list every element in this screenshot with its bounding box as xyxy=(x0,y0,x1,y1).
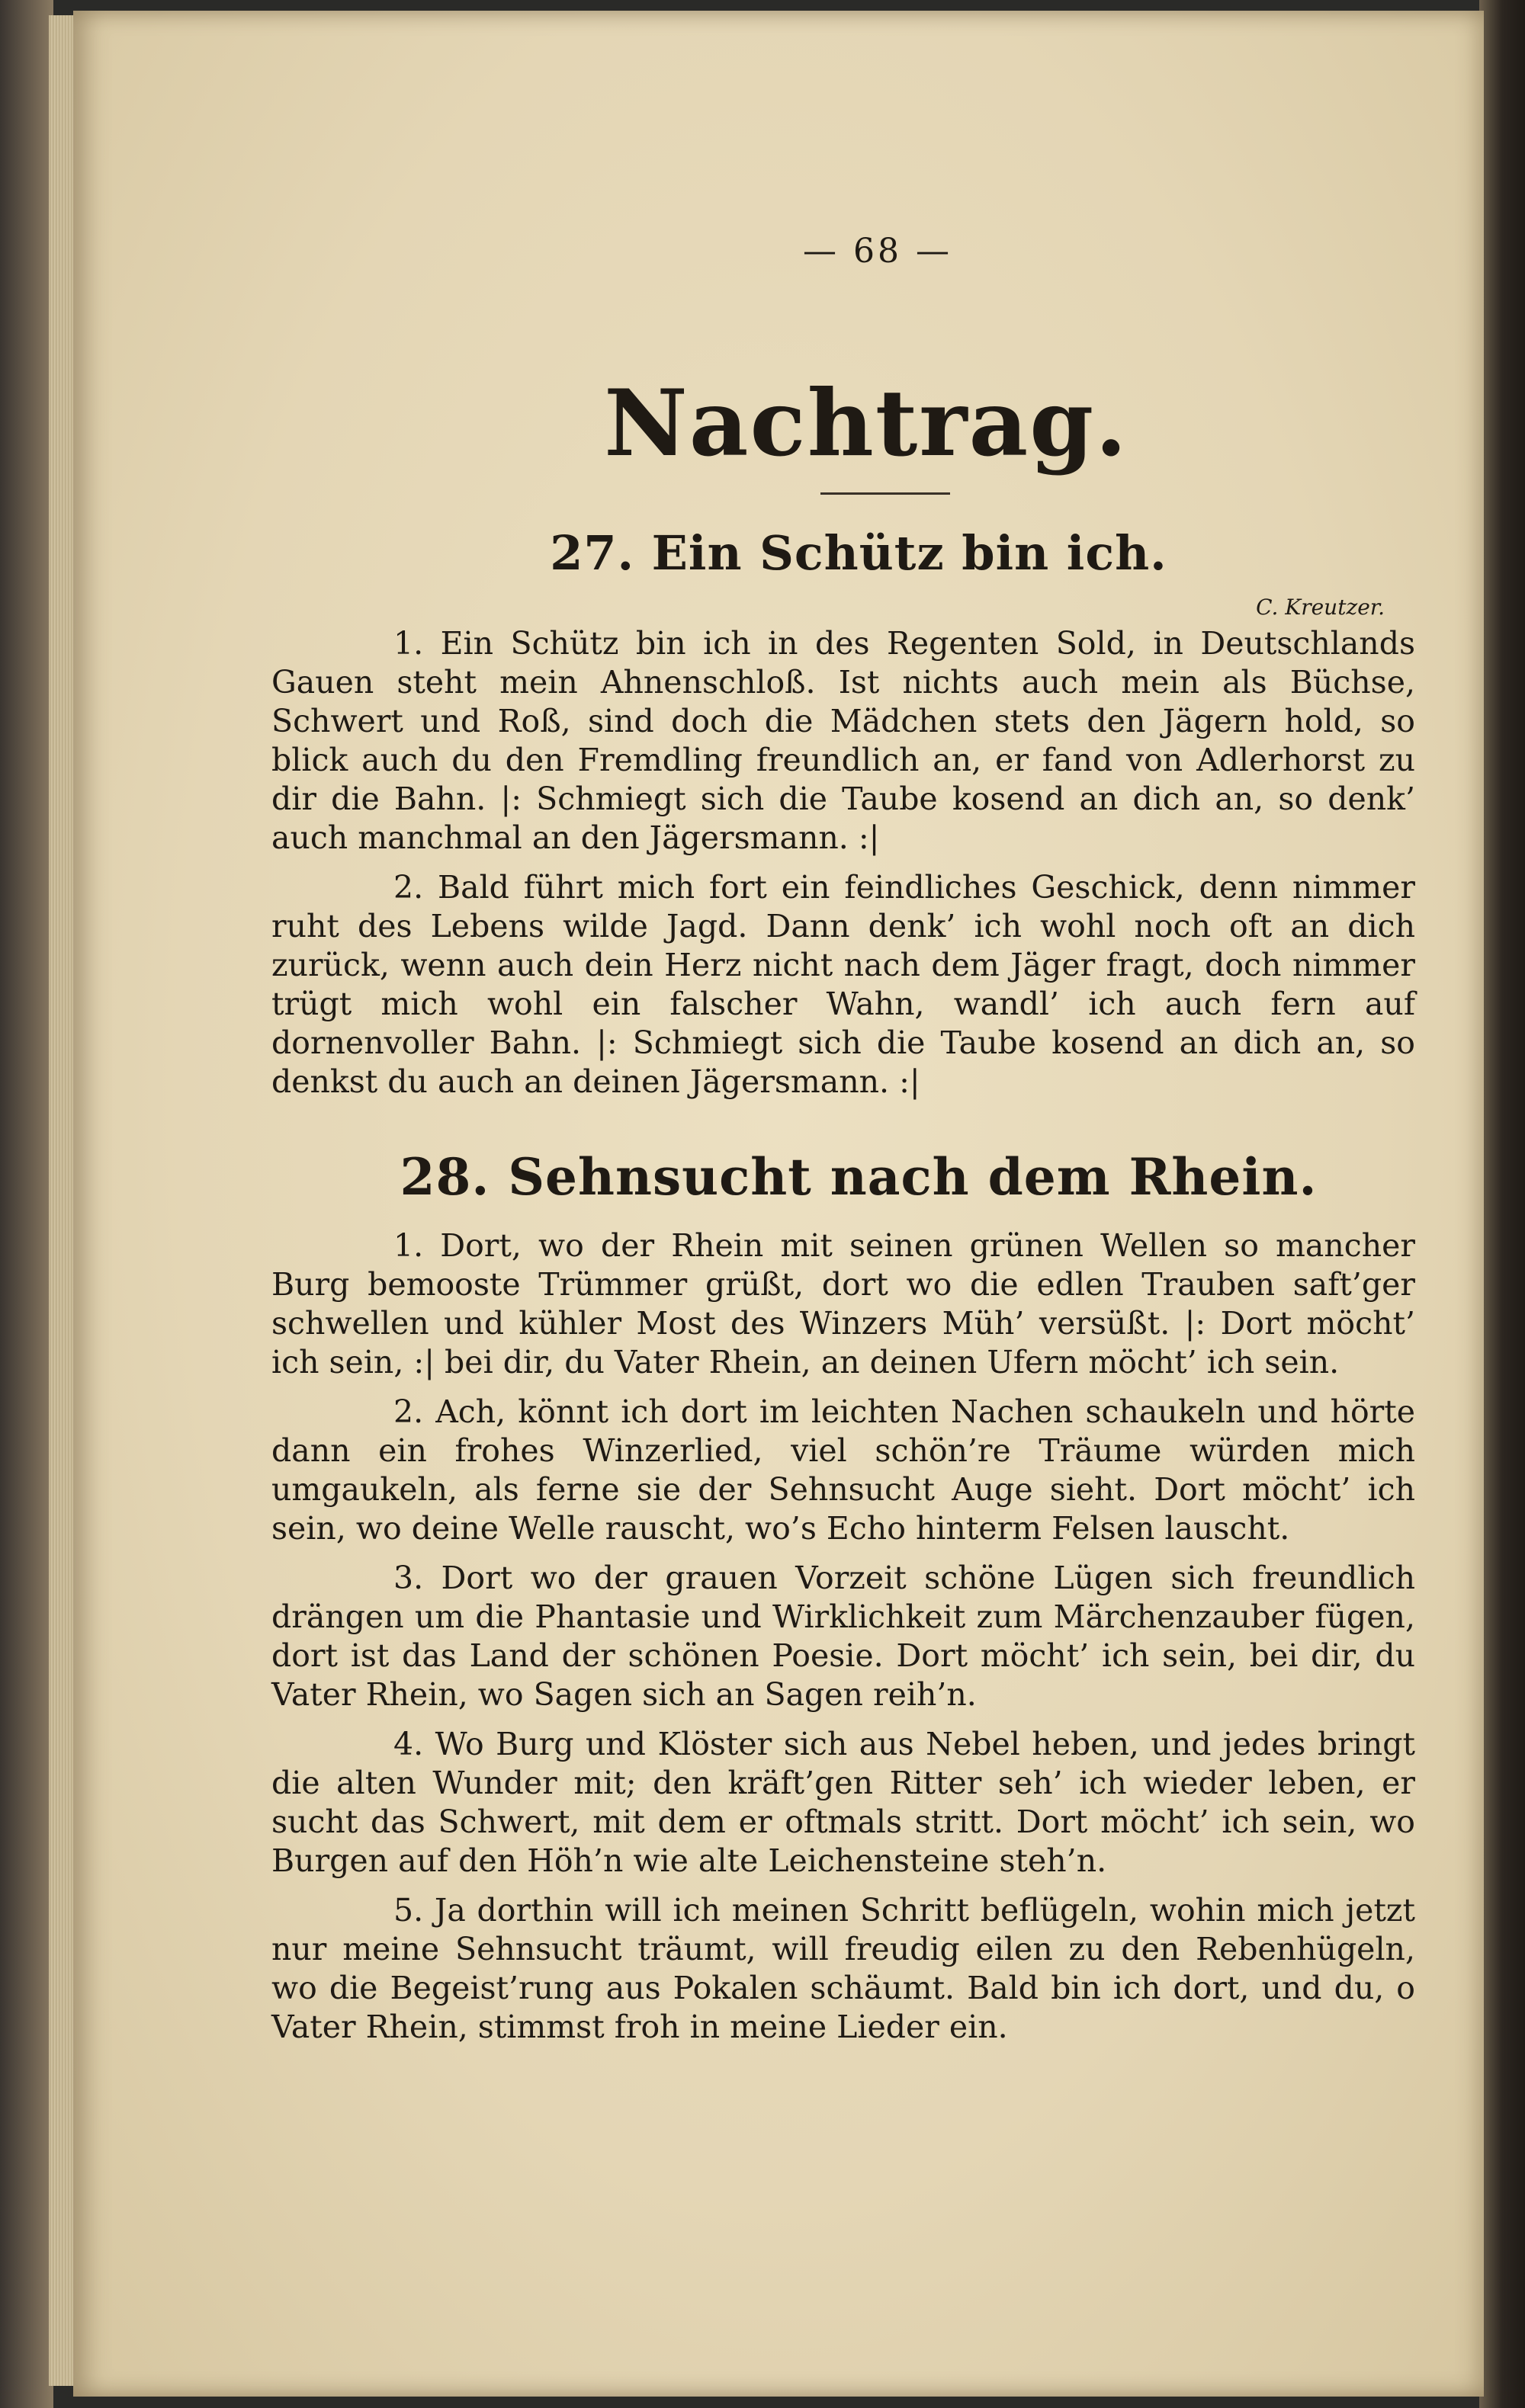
stanza: 1. Ein Schütz bin ich in des Regenten Sold, in Deutschlands Gauen steht mein Ahnenschloß. Ist nichts auch mein als Büchse, Schwert und Roß, sind doch die Mädchen stets den Jägern hold, so blick auch du den Fremdling freundlich an, er fand von Adlerhorst zu dir die Bahn. |: Schmiegt sich die Taube kosend an dich an, so denk’ auch manchmal an den Jägersmann. :| xyxy=(271,625,1415,856)
title-divider xyxy=(820,492,950,495)
page-content xyxy=(271,232,1415,2057)
stanza: 1. Dort, wo der Rhein mit seinen grünen Wellen so mancher Burg bemooste Trümmer grüßt, dort wo die edlen Trauben saft’ger schwellen und kühler Most des Winzers Müh’ versüßt. |: Dort möcht’ ich sein, :| bei dir, du Vater Rhein, an deinen Ufern möcht’ ich sein. xyxy=(271,1227,1415,1380)
stanza: 5. Ja dorthin will ich meinen Schritt beflügeln, wohin mich jetzt nur meine Sehnsucht träumt, will freudig eilen zu den Rebenhügeln, wo die Begeist’rung aus Pokalen schäumt. Bald bin ich dort, und du, o Vater Rhein, stimmst froh in meine Lieder ein. xyxy=(271,1892,1415,2045)
song-title: 28. Sehnsucht nach dem Rhein. xyxy=(400,1147,1318,1207)
stanza: 2. Bald führt mich fort ein feindliches Geschick, denn nimmer ruht des Lebens wilde Jagd. Dann denk’ ich wohl noch oft an dich zurück, wenn auch dein Herz nicht nach dem Jäger fragt, doch nimmer trügt mich wohl ein falscher Wahn, wandl’ ich auch fern auf dornenvoller Bahn. |: Schmiegt sich die Taube kosend an dich an, so denkst du auch an deinen Jägersmann. :| xyxy=(271,869,1415,1100)
page-title: Nachtrag. xyxy=(604,370,1128,477)
page xyxy=(73,11,1484,2397)
song-27 xyxy=(271,525,1415,1101)
stanza: 3. Dort wo der grauen Vorzeit schöne Lügen sich freundlich drängen um die Phantasie und Wirklichkeit zum Märchenzauber fügen, dort ist das Land der schönen Poesie. Dort möcht’ ich sein, bei dir, du Vater Rhein, wo Sagen sich an Sagen reih’n. xyxy=(271,1560,1415,1713)
stanza: 4. Wo Burg und Klöster sich aus Nebel heben, und jedes bringt die alten Wunder mit; den kräft’gen Ritter seh’ ich wieder leben, er sucht das Schwert, mit dem er oftmals stritt. Dort möcht’ ich sein, wo Burgen auf den Höh’n wie alte Leichensteine steh’n. xyxy=(271,1726,1415,1879)
song-28 xyxy=(271,1147,1415,2047)
page-number: — 68 — xyxy=(803,232,952,271)
stanza: 2. Ach, könnt ich dort im leichten Nachen schaukeln und hörte dann ein frohes Winzerlied, viel schön’re Träume würden mich umgaukeln, als ferne sie der Sehnsucht Auge sieht. Dort möcht’ ich sein, wo deine Welle rauscht, wo’s Echo hinterm Felsen lauscht. xyxy=(271,1393,1415,1547)
book-binding xyxy=(0,0,53,2408)
song-title: 27. Ein Schütz bin ich. xyxy=(550,525,1167,581)
page-stack-right xyxy=(1479,0,1525,2408)
song-author: C. Kreutzer. xyxy=(1256,595,1385,620)
